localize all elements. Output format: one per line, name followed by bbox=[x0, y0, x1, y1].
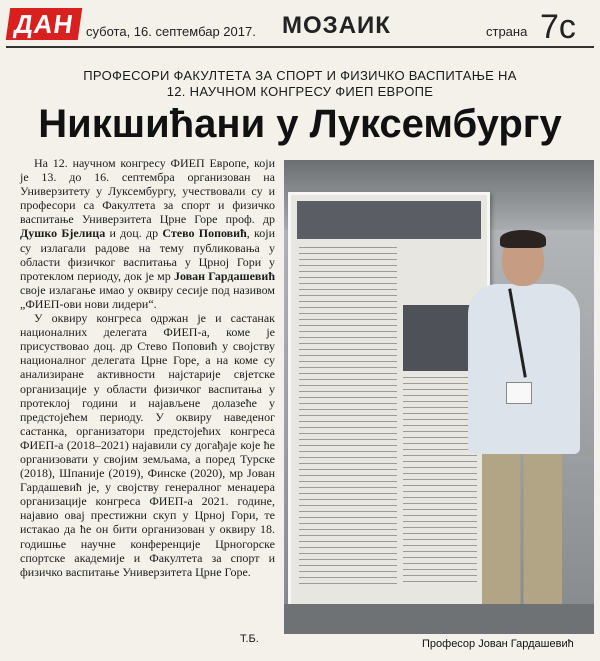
kicker bbox=[40, 68, 560, 100]
headline: Никшићани у Луксембургу bbox=[38, 102, 562, 146]
text-run: , који су излагали радове на тему публиковања у области физичког васпитања у Црној Гори у протеклом периоду, док је мр bbox=[20, 226, 275, 283]
floor bbox=[284, 604, 594, 634]
article-paragraph-2: У оквиру конгреса одржан је и састанак националних делегата ФИЕП-а, коме је присуствовао доц. др Стево Поповић у својству националног делегата Црне Горе, а на коме су анализиране активности најстарије свјетске организације у области физичког васпитања у протеклој години и најављене долазеће у предстојећем периоду. У оквиру наведеног састанка, организатори предстојећих конгреса ФИЕП-а (2018–2021) најавили су догађаје које ће организовати у својим земљама, а поред Турске (2018), Шпаније (2019), Финске (2020), мр Јован Гардашевић је, у својству генералног менаџера организације конгреса ФИЕП-а 2021. године, најавио овај престижни скуп у Црној Гори, те истакао да ће он бити организован у оквиру 18. годишње научне конференције Црногорске спортске академије и Факултета за спорт и физичко васпитање Универзитета Црне Горе. bbox=[20, 311, 275, 579]
poster-text bbox=[403, 377, 477, 587]
conference-poster bbox=[288, 192, 490, 608]
page-label: страна bbox=[486, 24, 528, 39]
name-badge bbox=[506, 382, 532, 404]
kicker-line-1: ПРОФЕСОРИ ФАКУЛТЕТА ЗА СПОРТ И ФИЗИЧКО ВАСПИТАЊЕ НА bbox=[83, 68, 517, 83]
text-run: своје излагање имао у оквиру сесије под називом „ФИЕП-ови нови лидери“. bbox=[20, 282, 275, 311]
page-number: 7с bbox=[540, 8, 576, 46]
person-name: Душко Бјелица bbox=[20, 226, 106, 241]
text-run: и доц. др bbox=[105, 226, 163, 241]
article-photo bbox=[284, 160, 594, 634]
newspaper-logo: ДАН bbox=[6, 8, 82, 40]
poster-text bbox=[299, 247, 397, 587]
poster-image bbox=[403, 305, 477, 371]
issue-date: субота, 16. септембар 2017. bbox=[86, 24, 256, 39]
section-title: МОЗАИК bbox=[282, 12, 391, 39]
article-body bbox=[20, 156, 275, 579]
text-run: На 12. научном конгресу ФИЕП Европе, који је 13. до 16. септембра организован на Универзитету у Луксембургу, учествовали су и професори са Факултета за спорт и физичко васпитање Универзитета Црне Горе проф. др bbox=[20, 156, 275, 227]
person-name: Јован Гардашевић bbox=[174, 268, 275, 283]
kicker-line-2: 12. НАУЧНОМ КОНГРЕСУ ФИЕП ЕВРОПЕ bbox=[166, 84, 434, 99]
masthead-rule bbox=[6, 46, 594, 48]
article-paragraph-1 bbox=[20, 156, 275, 311]
photo-caption: Професор Јован Гардашевић bbox=[422, 638, 574, 650]
person-name: Стево Поповић bbox=[162, 226, 247, 241]
person-hair bbox=[500, 230, 546, 248]
author-initials: Т.Б. bbox=[240, 633, 259, 645]
poster-header bbox=[297, 201, 481, 239]
masthead bbox=[0, 0, 600, 50]
